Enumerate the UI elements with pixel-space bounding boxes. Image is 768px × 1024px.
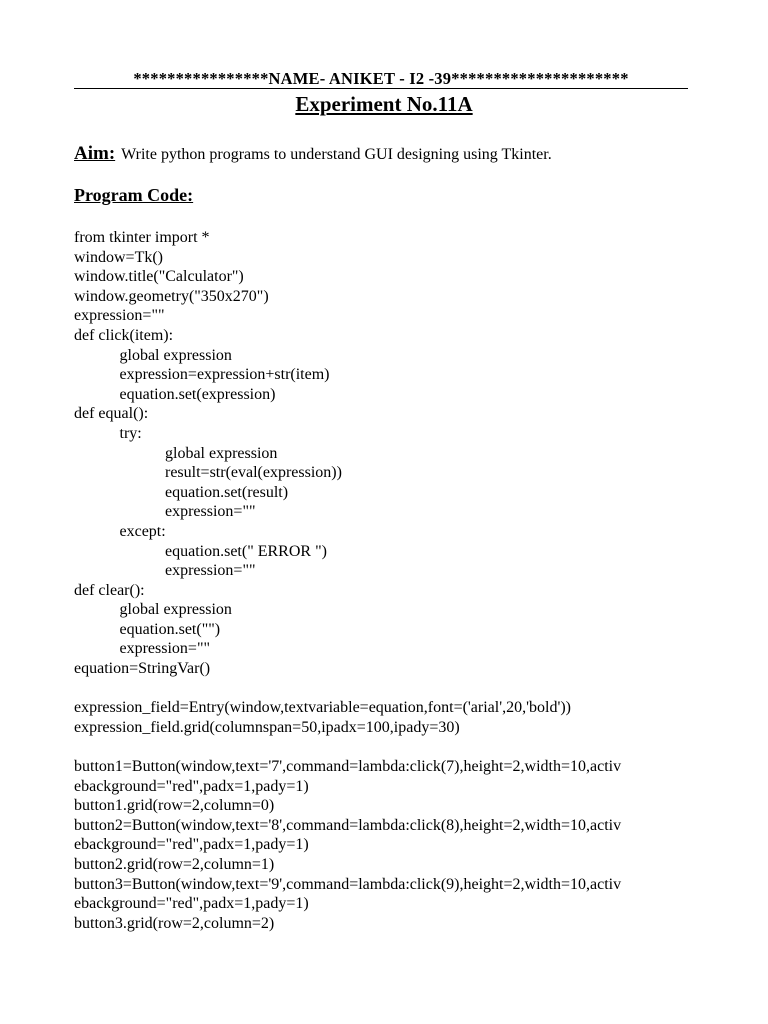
header-divider — [74, 88, 688, 89]
code-line: except: — [119, 522, 166, 540]
code-line: button3=Button(window,text='9',command=lambda:click(9),height=2,width=10,activ — [74, 875, 622, 893]
code-line: window=Tk() — [74, 248, 164, 266]
code-line: def clear(): — [74, 581, 145, 599]
code-line: global expression — [119, 346, 232, 364]
code-line: button3.grid(row=2,column=2) — [74, 914, 275, 932]
code-line: equation.set(expression) — [119, 385, 276, 403]
code-line: expression="" — [119, 640, 211, 658]
aim-label: Aim: — [74, 143, 116, 164]
code-line: global expression — [165, 444, 278, 462]
code-line: button2.grid(row=2,column=1) — [74, 856, 275, 873]
code-line: expression="" — [165, 503, 256, 521]
code-line: ebackground="red",padx=1,pady=1) — [74, 895, 309, 913]
code-line: window.geometry("350x270") — [74, 287, 269, 305]
aim-text: Write python programs to understand GUI designing using Tkinter. — [121, 146, 552, 163]
experiment-title: Experiment No.11A — [295, 92, 473, 116]
code-line: global expression — [119, 601, 232, 619]
code-line: ebackground="red",padx=1,pady=1) — [74, 777, 309, 795]
code-line: expression_field.grid(columnspan=50,ipadx=100,ipady=30) — [74, 718, 460, 736]
code-line: button2=Button(window,text='8',command=lambda:click(8),height=2,width=10,activ — [74, 816, 622, 834]
code-line: result=str(eval(expression)) — [165, 464, 342, 482]
code-line: equation.set(result) — [165, 483, 289, 501]
code-line: window.title("Calculator") — [74, 268, 244, 286]
code-block — [74, 228, 714, 933]
code-line: expression="" — [165, 562, 256, 580]
program-code-heading: Program Code: — [74, 185, 194, 205]
aim-section — [74, 143, 552, 165]
code-line: expression=expression+str(item) — [119, 366, 330, 384]
student-name-header: ****************NAME- ANIKET - I2 -39********************* — [133, 69, 629, 88]
code-line: button1=Button(window,text='7',command=lambda:click(7),height=2,width=10,activ — [74, 758, 622, 776]
code-blank-line — [74, 737, 714, 757]
code-line: equation.set(" ERROR ") — [165, 542, 327, 560]
code-line: equation.set("") — [119, 620, 221, 638]
code-line: from tkinter import * — [74, 229, 210, 246]
code-line: def click(item): — [74, 326, 174, 344]
code-line: ebackground="red",padx=1,pady=1) — [74, 836, 309, 854]
code-line: try: — [119, 424, 142, 442]
code-line: expression="" — [74, 307, 165, 325]
code-line: button1.grid(row=2,column=0) — [74, 797, 275, 815]
code-line: expression_field=Entry(window,textvariable=equation,font=('arial',20,'bold')) — [74, 699, 571, 717]
code-blank-line — [74, 679, 714, 699]
code-line: def equal(): — [74, 405, 149, 423]
code-line: equation=StringVar() — [74, 660, 211, 678]
